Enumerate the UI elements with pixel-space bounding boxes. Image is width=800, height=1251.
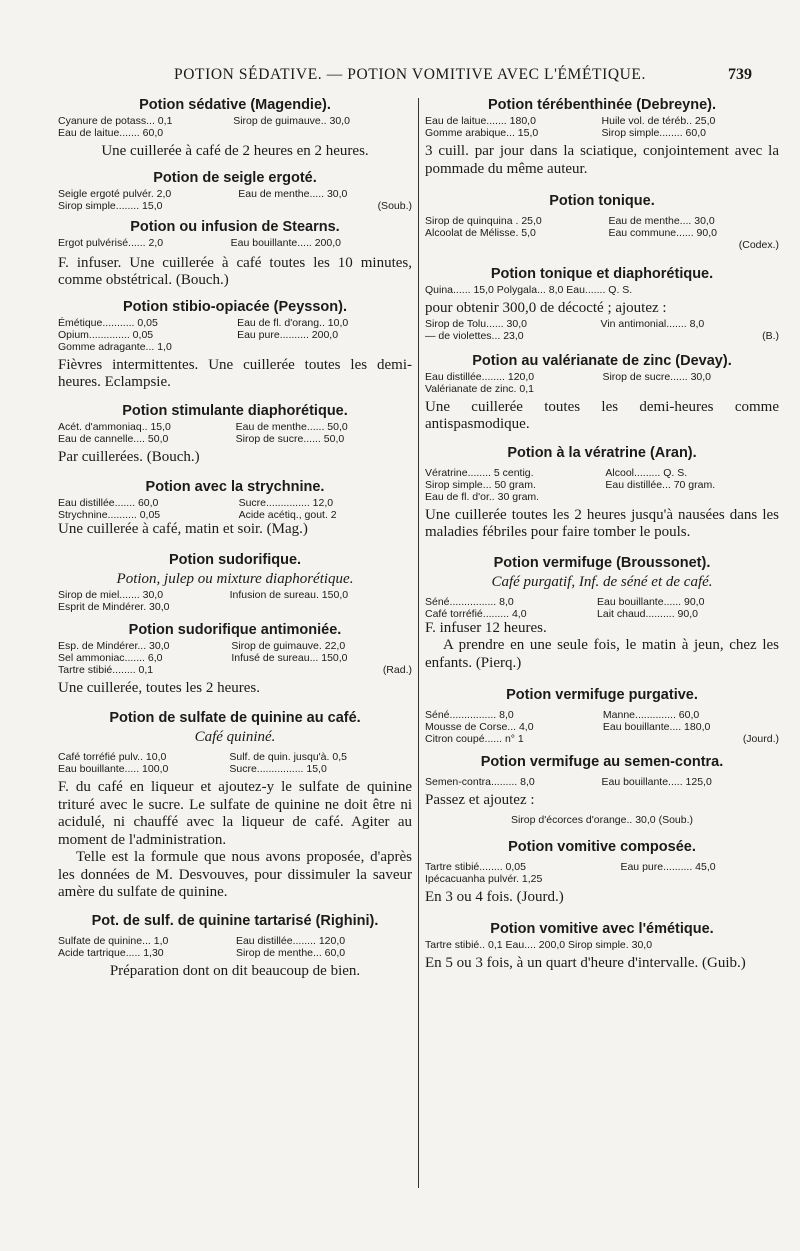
ingredient-table <box>425 215 779 251</box>
ingredient: Sirop simple........ 60,0 <box>601 127 706 139</box>
ingredient: Sirop simple........ 15,0 <box>58 199 163 212</box>
ingredient: Vin antimonial....... 8,0 <box>600 317 705 330</box>
instructions: pour obtenir 300,0 de décocté ; ajoutez : <box>425 300 667 316</box>
ingredient: Tartre stibié........ 0,05 <box>425 860 526 873</box>
ingredient: Eau de fl. d'or.. 30 gram. <box>425 490 540 503</box>
ingredient-table <box>58 188 412 212</box>
ingredient-row <box>425 479 779 491</box>
ingredient: Sel ammoniac....... 6,0 <box>58 651 163 664</box>
ingredient-row <box>425 115 779 127</box>
recipe-title: Pot. de sulf. de quinine tartarisé (Righini). <box>91 912 379 929</box>
ingredient-row <box>58 664 412 676</box>
recipe-title: Potion sudorifique. <box>168 551 302 568</box>
ingredient: Semen-contra......... 8,0 <box>425 776 535 788</box>
instructions: F. infuser 12 heures. <box>425 619 547 636</box>
recipe-title: Potion avec la strychnine. <box>145 479 325 495</box>
ingredient: Esp. de Mindérer... 30,0 <box>58 639 170 652</box>
ingredient-row <box>58 640 412 652</box>
ingredient: Acide tartrique..... 1,30 <box>58 946 164 959</box>
recipe-title: Potion stibio-opiacée (Peysson). <box>123 298 347 315</box>
ingredient-row <box>425 227 779 239</box>
ingredient: Eau bouillante.... 180,0 <box>602 721 711 733</box>
ingredient: Lait chaud.......... 90,0 <box>597 607 698 620</box>
ingredient-table <box>58 115 412 139</box>
ingredient-table <box>58 317 412 353</box>
recipe-title: Potion vermifuge purgative. <box>506 687 698 703</box>
recipe-subtitle: Potion, julep ou mixture diaphorétique. <box>116 570 354 587</box>
ingredient-row <box>425 873 779 885</box>
ingredient-row <box>58 601 412 613</box>
ingredient: Esprit de Mindérer. 30,0 <box>58 600 170 613</box>
ingredient-table <box>425 115 779 139</box>
ingredient-row <box>425 709 779 721</box>
ingredient: Eau distillée....... 60,0 <box>58 497 159 509</box>
ingredient: Eau commune...... 90,0 <box>608 227 717 239</box>
ingredient: Sulfate de quinine... 1,0 <box>58 934 169 947</box>
ingredient: Ipécacuanha pulvér. 1,25 <box>425 872 543 885</box>
ingredient: Gomme adragante... 1,0 <box>58 340 172 353</box>
ingredient-row <box>58 115 412 127</box>
ingredient-row <box>58 341 412 353</box>
commentary: Telle est la formule que nous avons proposée, d'après les données de M. Desvouves, pour dissimuler la saveur amère du sulfate de quinine. <box>58 849 412 900</box>
ingredient-line: Quina...... 15,0 Polygala... 8,0 Eau....... Q. S. <box>425 284 633 296</box>
ingredient-table <box>58 589 412 613</box>
instructions: Une cuillerée, toutes les 2 heures. <box>58 679 261 696</box>
ingredient: Sucre................ 15,0 <box>229 763 327 775</box>
ingredient-row <box>425 596 779 608</box>
recipe-title: Potion au valérianate de zinc (Devay). <box>472 352 732 369</box>
instructions: Par cuillerées. (Bouch.) <box>58 448 200 465</box>
ingredient: Seigle ergoté pulvér. 2,0 <box>58 187 172 200</box>
ingredient: Infusion de sureau. 150,0 <box>229 588 349 601</box>
recipe-title: Potion de sulfate de quinine au café. <box>109 710 361 726</box>
ingredient: Eau pure.......... 200,0 <box>237 328 339 341</box>
instructions: A prendre en une seule fois, le matin à jeun, chez les enfants. (Pierq.) <box>425 637 779 671</box>
ingredient-row <box>58 200 412 212</box>
source-reference: (Codex.) <box>738 239 779 251</box>
ingredient: Eau distillée... 70 gram. <box>605 478 716 491</box>
instructions: Passez et ajoutez : <box>425 792 535 808</box>
ingredient: Sirop de sucre...... 30,0 <box>602 370 712 383</box>
recipe-title: Potion ou infusion de Stearns. <box>130 218 340 235</box>
ingredient: Sirop de menthe... 60,0 <box>235 946 346 959</box>
ingredient-row <box>425 215 779 227</box>
ingredient-table <box>425 371 779 395</box>
ingredient-row <box>425 467 779 479</box>
ingredient-row <box>425 127 779 139</box>
ingredient-row <box>58 497 412 509</box>
ingredient: Citron coupé...... n° 1 <box>425 733 524 745</box>
instructions: Une cuillerée à café, matin et soir. (Mag.) <box>58 521 308 537</box>
ingredient: Séné................ 8,0 <box>425 709 514 721</box>
recipe-title: Potion stimulante diaphorétique. <box>122 402 348 419</box>
recipe-title: Potion vermifuge au semen-contra. <box>480 754 724 770</box>
recipe-title: Potion à la vératrine (Aran). <box>507 444 697 461</box>
ingredient-row <box>58 947 412 959</box>
running-title: POTION SÉDATIVE. — POTION VOMITIVE AVEC L'ÉMÉTIQUE. <box>174 66 646 83</box>
ingredient: Sulf. de quin. jusqu'à. 0,5 <box>229 751 347 763</box>
ingredient-row <box>58 421 412 433</box>
ingredient-table <box>58 421 412 445</box>
instructions: Une cuillerée toutes les demi-heures comme antispasmodique. <box>425 398 779 432</box>
ingredient: Mousse de Corse... 4,0 <box>425 721 534 733</box>
ingredient-table <box>425 596 779 620</box>
ingredient: Eau de laitue....... 180,0 <box>425 115 536 127</box>
ingredient: Valérianate de zinc. 0,1 <box>425 382 534 395</box>
ingredient: Eau de fl. d'orang.. 10,0 <box>237 316 349 329</box>
ingredient-line: Sirop d'écorces d'orange.. 30,0 (Soub.) <box>510 813 694 826</box>
ingredient-table <box>425 467 779 503</box>
ingredient: Opium.............. 0,05 <box>58 328 154 341</box>
ingredient: Gomme arabique... 15,0 <box>425 127 539 139</box>
ingredient: Sirop de guimauve. 22,0 <box>231 639 346 652</box>
ingredient: Manne.............. 60,0 <box>602 709 700 721</box>
ingredient-row <box>425 733 779 745</box>
right-column <box>425 96 779 973</box>
source-reference: (Jourd.) <box>742 733 779 745</box>
recipe-title: Potion tonique et diaphorétique. <box>490 266 714 282</box>
ingredient-row <box>58 652 412 664</box>
ingredient: Acét. d'ammoniaq.. 15,0 <box>58 420 171 433</box>
ingredient-row <box>425 330 779 342</box>
ingredient: Huile vol. de téréb.. 25,0 <box>601 115 716 127</box>
ingredient-table <box>58 935 412 959</box>
ingredient: Alcool......... Q. S. <box>605 466 688 479</box>
page-number: 739 <box>728 66 752 83</box>
ingredient-row <box>425 239 779 251</box>
ingredient: — de violettes... 23,0 <box>425 329 524 342</box>
ingredient: Café torréfié pulv.. 10,0 <box>58 751 167 763</box>
ingredient-row <box>58 751 412 763</box>
ingredient: Séné................ 8,0 <box>425 595 514 608</box>
instructions: F. du café en liqueur et ajoutez-y le sulfate de quinine trituré avec le sucre. Le sulfate de quinine ne doit être ni acidulé, ni chauffé avec la liqueur de café. Agiter au moment de l'administration. <box>58 779 412 848</box>
left-column <box>58 96 412 980</box>
ingredient: Eau de laitue....... 60,0 <box>58 127 164 139</box>
ingredient: Sucre............... 12,0 <box>238 497 334 509</box>
recipe-title: Potion de seigle ergoté. <box>153 169 317 186</box>
instructions: En 3 ou 4 fois. (Jourd.) <box>425 888 564 905</box>
instructions: F. infuser. Une cuillerée à café toutes les 10 minutes, comme obstétrical. (Bouch.) <box>58 254 412 288</box>
ingredient: Eau distillée........ 120,0 <box>235 934 346 947</box>
ingredient: Alcoolat de Mélisse. 5,0 <box>425 227 536 239</box>
ingredient-table <box>58 237 412 249</box>
ingredient: Acide acétiq., gout. 2 <box>238 509 337 521</box>
ingredient: Sirop de guimauve.. 30,0 <box>233 115 350 127</box>
instructions: Fièvres intermittentes. Une cuillerée toutes les demi-heures. Eclampsie. <box>58 356 412 390</box>
running-head <box>0 66 800 88</box>
ingredient: Eau bouillante..... 125,0 <box>601 776 712 788</box>
ingredient-row <box>58 317 412 329</box>
ingredient-row <box>58 935 412 947</box>
instructions: 3 cuill. par jour dans la sciatique, conjointement avec la pommade du même auteur. <box>425 143 779 177</box>
ingredient-row <box>58 589 412 601</box>
source-reference: (Rad.) <box>382 663 412 676</box>
ingredient-row <box>58 763 412 775</box>
ingredient: Eau pure.......... 45,0 <box>620 860 716 873</box>
ingredient-table <box>425 861 779 885</box>
ingredient-row <box>58 509 412 521</box>
ingredient-table <box>425 776 779 788</box>
ingredient: Eau bouillante...... 90,0 <box>597 595 705 608</box>
recipe-title: Potion térébenthinée (Debreyne). <box>487 97 716 113</box>
ingredient: Café torréfié......... 4,0 <box>425 607 527 620</box>
ingredient: Ergot pulvérisé...... 2,0 <box>58 236 164 249</box>
recipe-title: Potion tonique. <box>549 193 655 209</box>
instructions: Préparation dont on dit beaucoup de bien. <box>109 962 361 979</box>
recipe-title: Potion vomitive composée. <box>508 838 696 855</box>
ingredient-row <box>58 127 412 139</box>
ingredient: Sirop de Tolu...... 30,0 <box>425 317 527 330</box>
ingredient-row <box>425 721 779 733</box>
recipe-subtitle: Café quininé. <box>194 729 276 745</box>
ingredient: Émétique........... 0,05 <box>58 316 158 329</box>
instructions: Une cuillerée toutes les 2 heures jusqu'à nausées dans les maladies fébriles pour faire tomber le pouls. <box>425 506 779 540</box>
source-reference: (B.) <box>762 329 779 342</box>
ingredient-line: Tartre stibié.. 0,1 Eau.... 200,0 Sirop simple. 30,0 <box>425 939 653 951</box>
recipe-subtitle: Café purgatif, Inf. de séné et de café. <box>491 573 713 590</box>
column-divider <box>418 98 419 1188</box>
ingredient: Eau de cannelle.... 50,0 <box>58 432 169 445</box>
instructions: En 5 ou 3 fois, à un quart d'heure d'intervalle. (Guib.) <box>425 955 746 971</box>
ingredient: Eau de menthe...... 50,0 <box>235 420 348 433</box>
recipe-title: Potion sudorifique antimoniée. <box>128 621 342 638</box>
ingredient: Eau bouillante..... 200,0 <box>230 236 341 249</box>
ingredient-row <box>425 861 779 873</box>
ingredient-row <box>425 318 779 330</box>
ingredient-table <box>58 497 412 521</box>
ingredient: Strychnine.......... 0,05 <box>58 509 161 521</box>
recipe-title: Potion vomitive avec l'émétique. <box>490 921 714 937</box>
ingredient: Sirop de sucre...... 50,0 <box>235 432 345 445</box>
instructions: Une cuillerée à café de 2 heures en 2 heures. <box>101 143 369 159</box>
ingredient-row <box>425 491 779 503</box>
ingredient-table <box>58 640 412 676</box>
ingredient-table <box>425 709 779 745</box>
ingredient-row <box>58 188 412 200</box>
ingredient: Sirop simple... 50 gram. <box>425 478 536 491</box>
ingredient-row <box>425 776 779 788</box>
ingredient: Vératrine........ 5 centig. <box>425 466 534 479</box>
ingredient-row <box>425 608 779 620</box>
source-reference: (Soub.) <box>377 199 412 212</box>
recipe-title: Potion sédative (Magendie). <box>139 97 331 113</box>
ingredient: Infusé de sureau... 150,0 <box>231 651 348 664</box>
recipe-title: Potion vermifuge (Broussonet). <box>493 554 711 571</box>
ingredient: Eau de menthe..... 30,0 <box>238 187 348 200</box>
ingredient: Sirop de quinquina . 25,0 <box>425 215 542 227</box>
ingredient: Sirop de miel....... 30,0 <box>58 588 164 601</box>
ingredient-row <box>425 371 779 383</box>
ingredient-table <box>58 751 412 775</box>
ingredient-row <box>58 237 412 249</box>
ingredient: Eau de menthe.... 30,0 <box>608 215 715 227</box>
ingredient: Eau distillée........ 120,0 <box>425 370 535 383</box>
ingredient-table <box>425 318 779 342</box>
ingredient: Tartre stibié........ 0,1 <box>58 663 154 676</box>
ingredient: Eau bouillante..... 100,0 <box>58 763 169 775</box>
ingredient: Cyanure de potass... 0,1 <box>58 115 173 127</box>
ingredient-row <box>58 329 412 341</box>
ingredient-row <box>58 433 412 445</box>
ingredient-row <box>425 383 779 395</box>
